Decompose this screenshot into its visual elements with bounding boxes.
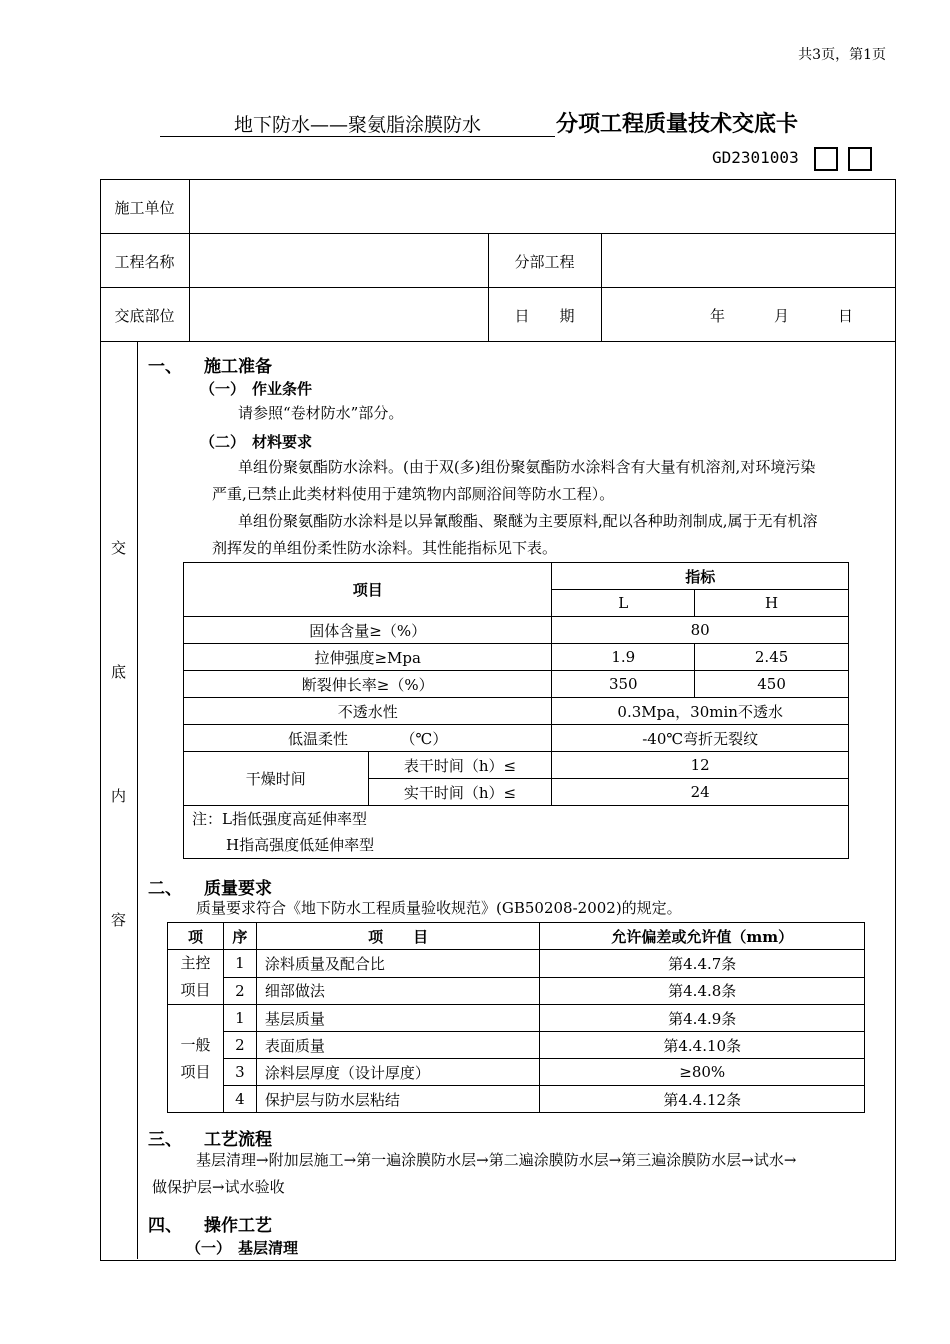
- quality-group-main: [168, 950, 224, 1005]
- section3-flow: 做保护层→试水验收: [152, 1178, 285, 1196]
- quality-header-seq: 序: [223, 923, 256, 950]
- quality-group-general: [168, 1005, 224, 1113]
- spec-row-name: 实干时间（h）≤: [368, 779, 552, 806]
- section1-sub1-text: 请参照“卷材防水”部分。: [238, 404, 404, 422]
- quality-row-seq: 1: [223, 1005, 256, 1032]
- quality-table: [167, 922, 865, 1113]
- spec-row-group: 干燥时间: [184, 752, 369, 806]
- divider: [189, 179, 190, 341]
- side-label-char: 容: [110, 911, 126, 929]
- spec-note: [184, 806, 849, 859]
- section2-heading: 质量要求: [204, 879, 272, 899]
- spec-row-value: -40℃弯折无裂纹: [552, 725, 849, 752]
- section1-paragraph: 严重,已禁止此类材料使用于建筑物内部厕浴间等防水工程）。: [212, 485, 615, 503]
- spec-row-value: 450: [695, 671, 849, 698]
- project-name-label: 工程名称: [114, 253, 175, 271]
- spec-row-value: 350: [552, 671, 695, 698]
- spec-row-name: 拉伸强度≥Mpa: [184, 644, 552, 671]
- quality-row-seq: 4: [223, 1086, 256, 1113]
- spec-row-name: 表干时间（h）≤: [368, 752, 552, 779]
- quality-row-allow: 第4.4.12条: [540, 1086, 865, 1113]
- quality-row-seq: 3: [223, 1059, 256, 1086]
- section1-paragraph: 单组份聚氨酯防水涂料。(由于双(多)组份聚氨酯防水涂料含有大量有机溶剂,对环境污染: [238, 458, 816, 476]
- section2-number: 二、: [148, 879, 182, 899]
- section1-sub2-heading: 材料要求: [252, 433, 313, 451]
- quality-row-allow: 第4.4.10条: [540, 1032, 865, 1059]
- spec-note-line: 注：L指低强度高延伸率型: [192, 810, 367, 828]
- checkbox-2[interactable]: [848, 147, 872, 171]
- section4-sub1-heading: 基层清理: [238, 1239, 299, 1257]
- quality-row-item: 基层质量: [256, 1005, 540, 1032]
- quality-group-label: 项目: [180, 981, 211, 999]
- quality-row-item: 表面质量: [256, 1032, 540, 1059]
- date-year-label: 年: [710, 307, 726, 325]
- spec-row-name: 不透水性: [184, 698, 552, 725]
- quality-group-label: 一般: [180, 1035, 211, 1054]
- quality-row-allow: 第4.4.9条: [540, 1005, 865, 1032]
- quality-row-seq: 2: [223, 977, 256, 1005]
- section1-paragraph: 剂挥发的单组份柔性防水涂料。其性能指标见下表。: [212, 539, 558, 557]
- quality-header-type: 项: [168, 923, 224, 950]
- quality-row-seq: 1: [223, 950, 256, 978]
- date-day-label: 日: [838, 307, 854, 325]
- spec-row-value: 80: [552, 617, 849, 644]
- quality-row-allow: 第4.4.7条: [540, 950, 865, 978]
- project-name-field[interactable]: [192, 237, 485, 283]
- quality-row-item: 涂料质量及配合比: [256, 950, 540, 978]
- spec-row-name: 断裂伸长率≥（%）: [184, 671, 552, 698]
- quality-row-seq: 2: [223, 1032, 256, 1059]
- section3-heading: 工艺流程: [204, 1130, 272, 1150]
- quality-group-label: 主控: [180, 954, 211, 972]
- section1-paragraph: 单组份聚氨酯防水涂料是以异氰酸酯、聚醚为主要原料,配以各种助剂制成,属于无有机溶: [238, 512, 818, 530]
- divider: [100, 233, 895, 234]
- section3-number: 三、: [148, 1130, 182, 1150]
- section4-heading: 操作工艺: [204, 1216, 272, 1236]
- section3-flow: 基层清理→附加层施工→第一遍涂膜防水层→第二遍涂膜防水层→第三遍涂膜防水层→试水→: [196, 1151, 797, 1169]
- spec-row-value: 1.9: [552, 644, 695, 671]
- section1-sub1-number: （一）: [200, 380, 246, 398]
- quality-group-label: 项目: [180, 1062, 211, 1081]
- quality-row-item: 保护层与防水层粘结: [256, 1086, 540, 1113]
- division-label: 分部工程: [514, 253, 575, 271]
- spec-row-name: 低温柔性 （℃）: [184, 725, 552, 752]
- checkbox-1[interactable]: [814, 147, 838, 171]
- divider: [100, 287, 895, 288]
- quality-row-item: 细部做法: [256, 977, 540, 1005]
- quality-row-allow: ≥80%: [540, 1059, 865, 1086]
- side-label-char: 交: [110, 539, 126, 557]
- spec-row-value: 2.45: [695, 644, 849, 671]
- section1-sub2-number: （二）: [200, 433, 246, 451]
- section2-text: 质量要求符合《地下防水工程质量验收规范》(GB50208-2002)的规定。: [196, 899, 682, 917]
- quality-header-item: 项 目: [256, 923, 540, 950]
- spec-row-name: 固体含量≥（%）: [184, 617, 552, 644]
- location-label: 交底部位: [114, 307, 175, 325]
- divider: [100, 341, 895, 342]
- quality-header-allow: 允许偏差或允许值（mm）: [540, 923, 865, 950]
- construction-unit-label: 施工单位: [114, 199, 175, 217]
- document-title: 分项工程质量技术交底卡: [556, 112, 799, 137]
- spec-header-index: 指标: [552, 563, 849, 590]
- page-indicator: 共3页，第1页: [798, 47, 886, 63]
- section4-number: 四、: [148, 1216, 182, 1236]
- quality-row-item: 涂料层厚度（设计厚度）: [256, 1059, 540, 1086]
- divider: [137, 341, 138, 1259]
- section1-heading: 施工准备: [204, 357, 272, 377]
- document-code: GD2301003: [712, 148, 799, 167]
- spec-table: [183, 562, 849, 859]
- spec-row-value: 24: [552, 779, 849, 806]
- spec-row-value: 0.3Mpa，30min不透水: [552, 698, 849, 725]
- side-label-char: 内: [110, 787, 126, 805]
- quality-row-allow: 第4.4.8条: [540, 977, 865, 1005]
- location-field[interactable]: [192, 291, 485, 337]
- spec-header-h: H: [695, 590, 849, 617]
- division-field[interactable]: [604, 237, 892, 283]
- spec-row-value: 12: [552, 752, 849, 779]
- side-label-char: 底: [110, 663, 126, 681]
- divider: [601, 233, 602, 341]
- construction-unit-field[interactable]: [192, 183, 890, 229]
- spec-header-item: 项目: [184, 563, 552, 617]
- spec-header-l: L: [552, 590, 695, 617]
- section4-sub1-number: （一）: [186, 1239, 232, 1257]
- section1-number: 一、: [148, 357, 182, 377]
- date-label: 日 期: [514, 307, 575, 325]
- spec-note-line: H指高强度低延伸率型: [226, 836, 375, 854]
- section1-sub1-heading: 作业条件: [252, 380, 313, 398]
- document-subtitle: 地下防水——聚氨脂涂膜防水: [233, 114, 481, 136]
- date-month-label: 月: [774, 307, 790, 325]
